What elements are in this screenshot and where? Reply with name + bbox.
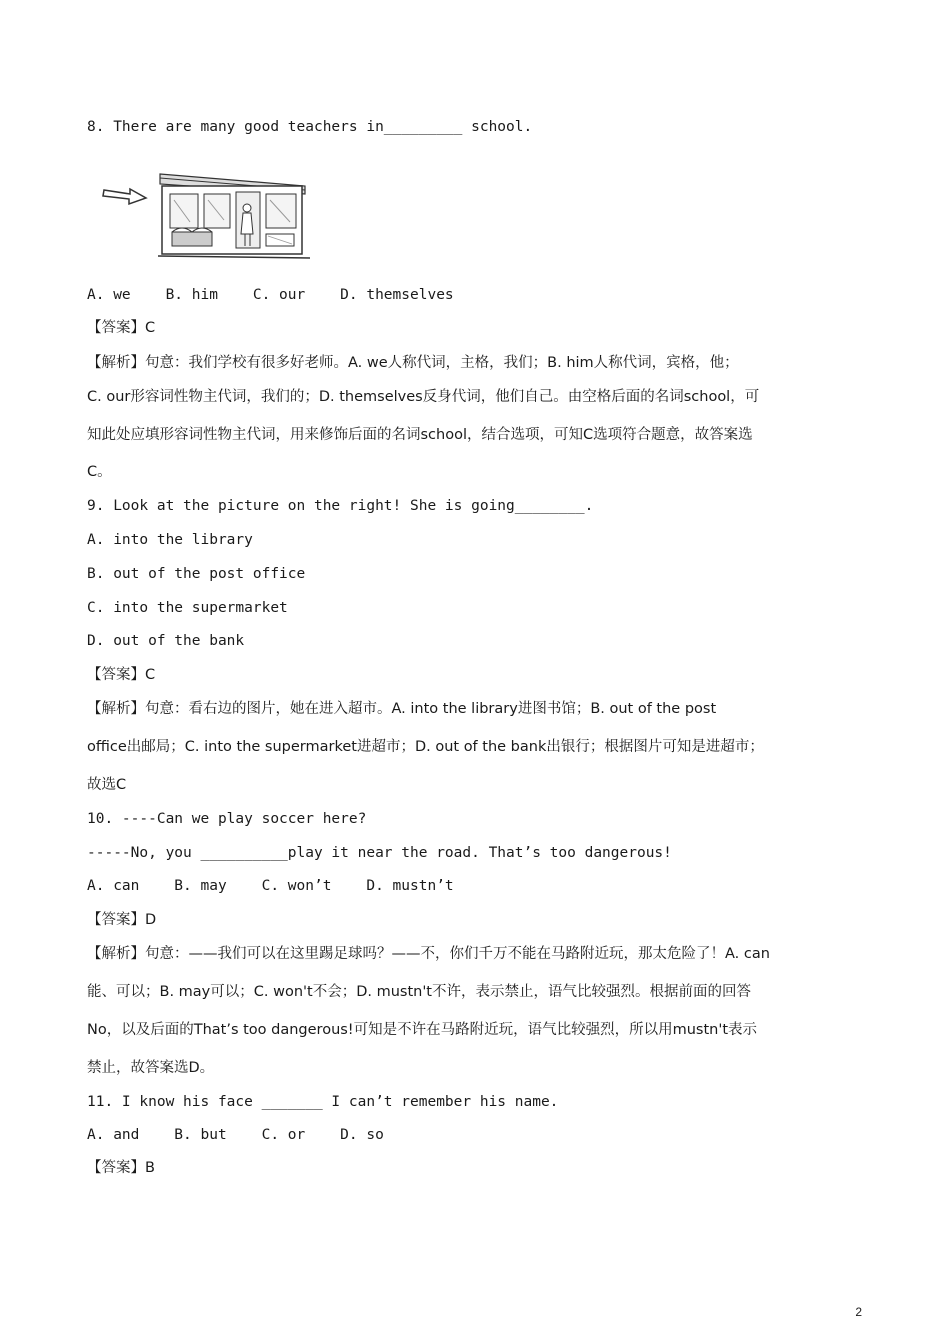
analysis-9-line1: 【解析】句意：看右边的图片，她在进入超市。A. into the library进图书馆；B. out of the post <box>87 701 717 717</box>
question-10: 10. ----Can we play soccer here? <box>87 811 367 827</box>
analysis-9-line2: office出邮局；C. into the supermarket进超市；D. out of the bank出银行；根据图片可知是进超市； <box>87 739 764 755</box>
question-11: 11. I know his face _______ I can’t remember his name. <box>87 1094 559 1110</box>
analysis-10-line3: No，以及后面的That’s too dangerous!可知是不许在马路附近玩，语气比较强烈，所以用mustn't表示 <box>87 1022 758 1038</box>
question-10-reply: -----No, you __________play it near the road. That’s too dangerous! <box>87 845 672 861</box>
supermarket-illustration <box>100 164 320 264</box>
answer-8: 【答案】C <box>87 320 156 336</box>
question-9-option-a: A. into the library <box>87 532 253 548</box>
question-8-options: A. we B. him C. our D. themselves <box>87 287 454 303</box>
question-8: 8. There are many good teachers in_________ school. <box>87 119 533 135</box>
answer-9: 【答案】C <box>87 667 156 683</box>
analysis-9-line3: 故选C <box>87 777 127 793</box>
question-9-option-c: C. into the supermarket <box>87 600 288 616</box>
analysis-8-line1: 【解析】句意：我们学校有很多好老师。A. we人称代词，主格，我们；B. him人称代词，宾格，他； <box>87 355 739 371</box>
answer-10: 【答案】D <box>87 912 157 928</box>
analysis-10-line2: 能、可以；B. may可以；C. won't不会；D. mustn't不许，表示禁止，语气比较强烈。根据前面的回答 <box>87 984 751 1000</box>
analysis-8-line3: 知此处应填形容词性物主代词，用来修饰后面的名词school，结合选项，可知C选项符合题意，故答案选 <box>87 427 753 443</box>
analysis-8-line4: C。 <box>87 464 112 480</box>
analysis-8-line2: C. our形容词性物主代词，我们的；D. themselves反身代词，他们自己。由空格后面的名词school，可 <box>87 389 760 405</box>
question-9-option-b: B. out of the post office <box>87 566 306 582</box>
page-number: 2 <box>855 1305 862 1319</box>
question-11-options: A. and B. but C. or D. so <box>87 1127 384 1143</box>
question-9: 9. Look at the picture on the right! She is going________. <box>87 498 594 514</box>
answer-11: 【答案】B <box>87 1160 155 1176</box>
analysis-10-line1: 【解析】句意：——我们可以在这里踢足球吗？——不，你们千万不能在马路附近玩，那太危险了！A. can <box>87 946 770 962</box>
analysis-10-line4: 禁止，故答案选D。 <box>87 1060 215 1076</box>
question-9-option-d: D. out of the bank <box>87 633 245 649</box>
question-10-options: A. can B. may C. won’t D. mustn’t <box>87 878 454 894</box>
